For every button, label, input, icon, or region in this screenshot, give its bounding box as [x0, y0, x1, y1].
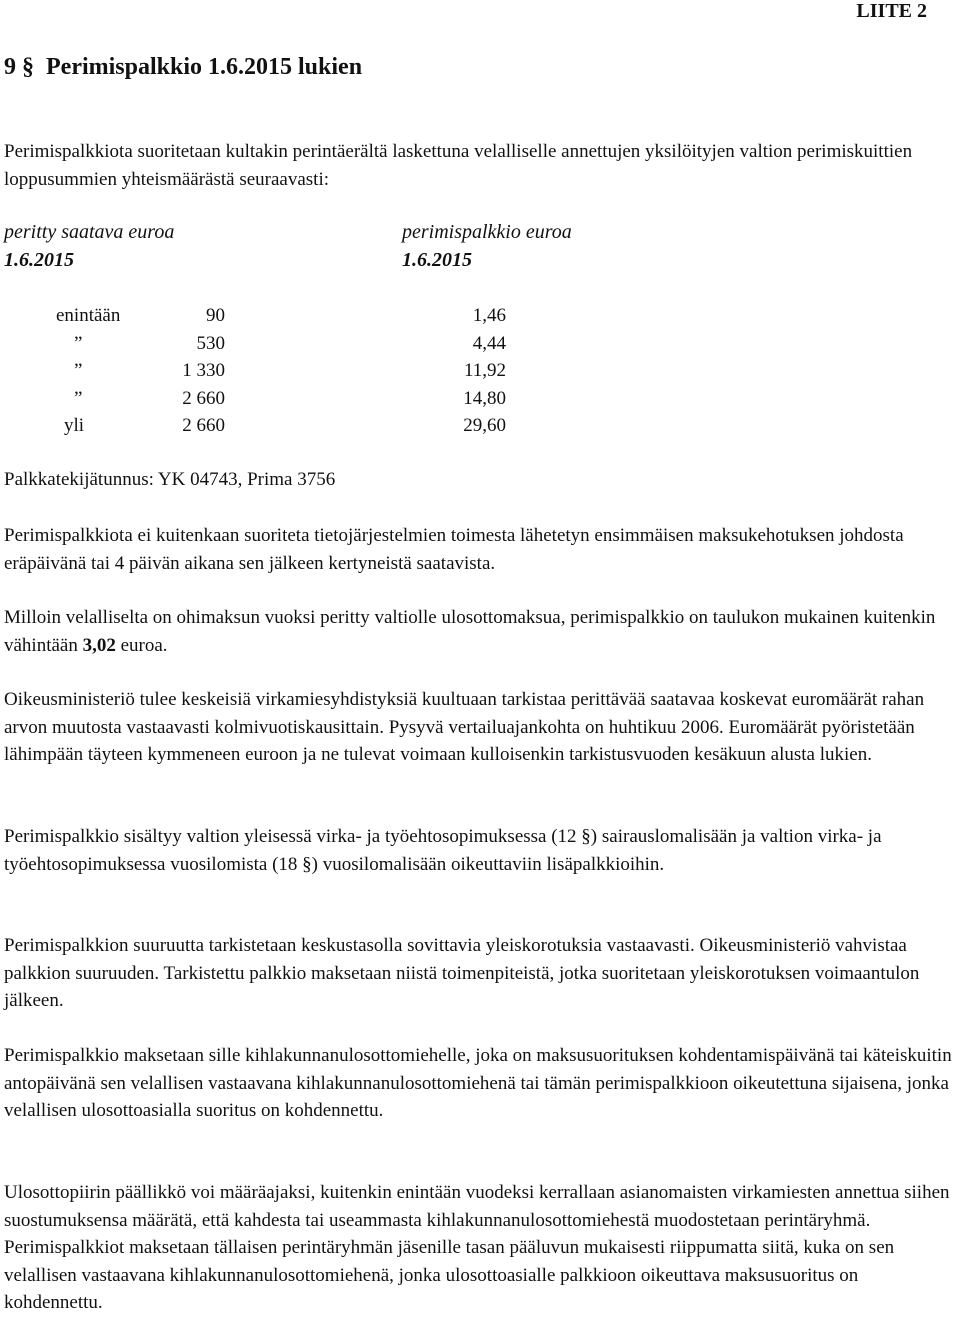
- table-row: [56, 385, 516, 413]
- row-label: ”: [74, 360, 83, 381]
- paragraph-payment-recipient: Perimispalkkio maksetaan sille kihlakunnanulosottomiehelle, joka on maksusuorituksen kohdentamispäivänä tai käteiskuitin antopäivänä sen velallisen vastaavana kihlakunnanulosottomiehenä tai tämän perimispalkkioon oikeutettuna sijaisena, jonka velallisen ulosottoasialla suoritus on kohdennettu.: [4, 1045, 952, 1121]
- col1-header: peritty saatava euroa: [4, 221, 175, 243]
- row-amount: 530: [196, 332, 225, 354]
- row-label: ”: [74, 387, 83, 409]
- table-row: [56, 357, 516, 385]
- row-amount: 2 660: [182, 387, 225, 409]
- section-mark: 9 §: [4, 54, 34, 80]
- row-label: enintään: [56, 305, 121, 326]
- section-heading: [4, 54, 362, 81]
- paragraph-adjustment: Perimispalkkion suuruutta tarkistetaan keskustasolla sovittavia yleiskorotuksia vastaavasti. Oikeusministeriö vahvistaa palkkion suuruuden. Tarkistettu palkkio maksetaan niistä toimenpiteistä, jotka suoritetaan yleiskorotuksen voimaantulon jälkeen.: [4, 935, 920, 1011]
- p2-text-before: Milloin velalliselta on ohimaksun vuoksi peritty valtiolle ulosottomaksua, perimispalkkio on taulukon mukainen kuitenkin vähintään: [4, 607, 936, 656]
- paragraph-collection-group: Ulosottopiirin päällikkö voi määräajaksi, kuitenkin enintään vuodeksi kerrallaan asianomaisten virkamiesten annettua siihen suostumuksensa määrätä, että kahdesta tai useammasta kihlakunnanulosottomiehestä muodostetaan perintäryhmä. Perimispalkkiot maksetaan tällaisen perintäryhmän jäsenille tasan pääluvun mukaisesti riippumatta siitä, kuka on sen velallisen vastaavana kihlakunnanulosottomiehenä, jonka ulosottoasialle palkkioon oikeuttava maksusuoritus on kohdennettu.: [4, 1182, 950, 1313]
- paragraph-review: Oikeusministeriö tulee keskeisiä virkamiesyhdistyksiä kuultuaan tarkistaa perittävää saatavaa koskevat euromäärät rahan arvon muutosta vastaavasti kolmivuotiskausittain. Pysyvä vertailuajankohta on huhtikuu 2006. Euromäärät pyöristetään lähimpään täyteen kymmeneen euroon ja ne tulevat voimaan kulloisenkin tarkistusvuoden kesäkuun alusta lukien.: [4, 689, 925, 765]
- fee-table: [56, 302, 516, 440]
- paragraph-minimum-fee: [4, 604, 958, 659]
- intro-paragraph: Perimispalkkiota suoritetaan kultakin perintäerältä laskettuna velalliselle annettujen yksilöityjen valtion perimiskuittien loppusummien yhteismäärästä seuraavasti:: [4, 141, 913, 190]
- p2-text-after: euroa.: [115, 634, 168, 656]
- row-amount: 90: [206, 305, 225, 326]
- paragraph-collective-agreement: Perimispalkkio sisältyy valtion yleisessä virka- ja työehtosopimuksessa (12 §) sairauslomalisään ja valtion virka- ja työehtosopimuksessa vuosilomista (18 §) vuosilomalisään oikeuttaviin lisäpalkkioihin.: [4, 826, 882, 875]
- paragraph-exemption: Perimispalkkiota ei kuitenkaan suoriteta tietojärjestelmien toimesta lähetetyn ensimmäisen maksukehotuksen johdosta eräpäivänä tai 4 päivän aikana sen jälkeen kertyneistä saatavista.: [4, 525, 904, 574]
- row-label: ”: [74, 332, 83, 354]
- row-label: yli: [64, 415, 85, 436]
- col2-header: perimispalkkio euroa: [402, 221, 572, 243]
- payer-id: Palkkatekijätunnus: YK 04743, Prima 3756: [4, 469, 336, 490]
- minimum-fee-amount: 3,02: [82, 634, 116, 656]
- attachment-label: LIITE 2: [856, 0, 927, 22]
- row-fee: 11,92: [463, 360, 506, 381]
- row-fee: 14,80: [463, 387, 506, 409]
- col1-date: 1.6.2015: [4, 249, 74, 271]
- row-fee: 29,60: [463, 415, 506, 436]
- row-amount: 2 660: [182, 415, 225, 436]
- row-fee: 4,44: [472, 332, 506, 354]
- row-fee: 1,46: [472, 305, 506, 326]
- table-row: [56, 412, 516, 440]
- table-row: [56, 330, 516, 358]
- table-row: [56, 302, 516, 330]
- row-amount: 1 330: [182, 360, 225, 381]
- col2-date: 1.6.2015: [402, 249, 472, 271]
- section-title: Perimispalkkio 1.6.2015 lukien: [46, 54, 363, 80]
